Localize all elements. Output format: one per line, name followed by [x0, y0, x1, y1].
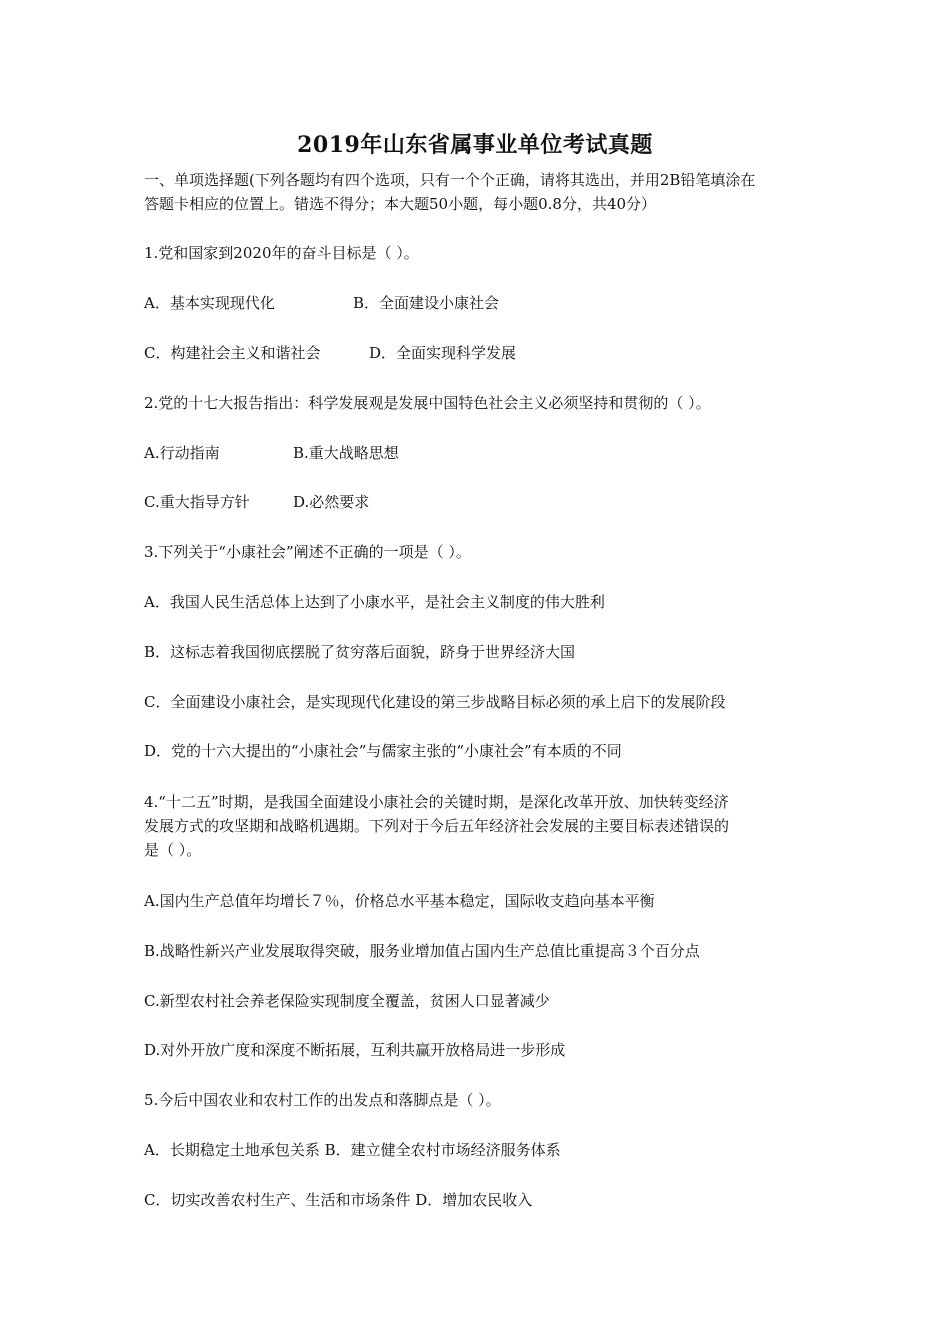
section-header-line-2: 答题卡相应的位置上。错选不得分；本大题50小题，每小题0.8分，共40分） [144, 195, 657, 213]
question-5-stem: 5.今后中国农业和农村工作的出发点和落脚点是（ ）。 [144, 1091, 501, 1109]
question-4-option-b: B.战略性新兴产业发展取得突破，服务业增加值占国内生产总值比重提高３个百分点 [144, 942, 700, 960]
question-1-stem: 1.党和国家到2020年的奋斗目标是（ ）。 [144, 244, 419, 262]
question-3-option-b: B．这标志着我国彻底摆脱了贫穷落后面貌，跻身于世界经济大国 [144, 643, 576, 661]
section-header-line-1: 一、单项选择题(下列各题均有四个选项，只有一个个正确，请将其选出，并用2B铅笔填涂在 [144, 171, 756, 189]
question-3-option-a: A．我国人民生活总体上达到了小康水平，是社会主义制度的伟大胜利 [144, 593, 605, 611]
question-5-options-row-2: C．切实改善农村生产、生活和市场条件 D．增加农民收入 [144, 1191, 533, 1209]
question-2-stem: 2.党的十七大报告指出：科学发展观是发展中国特色社会主义必须坚持和贯彻的（ ）。 [144, 394, 711, 412]
question-2-options-row-2 [144, 490, 824, 514]
question-4-option-c: C.新型农村社会养老保险实现制度全覆盖，贫困人口显著减少 [144, 992, 550, 1010]
question-5-options-row-1: A．长期稳定土地承包关系 B．建立健全农村市场经济服务体系 [144, 1141, 561, 1159]
question-2-option-a: A.行动指南 [144, 444, 220, 462]
question-4-option-d: D.对外开放广度和深度不断拓展，互利共赢开放格局进一步形成 [144, 1041, 566, 1059]
question-1-option-b: B．全面建设小康社会 [353, 294, 500, 312]
question-1-options-row-1 [144, 291, 824, 315]
question-2-options-row-1 [144, 441, 824, 465]
question-3-option-c: C．全面建设小康社会，是实现现代化建设的第三步战略目标必须的承上启下的发展阶段 [144, 693, 726, 711]
question-1-option-c: C．构建社会主义和谐社会 [144, 344, 321, 362]
question-2-option-d: D.必然要求 [293, 493, 370, 511]
question-3-stem: 3.下列关于“小康社会”阐述不正确的一项是（ ）。 [144, 543, 471, 561]
question-4-option-a: A.国内生产总值年均增长７％，价格总水平基本稳定，国际收支趋向基本平衡 [144, 892, 655, 910]
question-4-stem-line-2: 发展方式的攻坚期和战略机遇期。下列对于今后五年经济社会发展的主要目标表述错误的 [144, 817, 730, 835]
question-4-stem-line-1: 4.“十二五”时期，是我国全面建设小康社会的关键时期，是深化改革开放、加快转变经济 [144, 793, 729, 811]
question-1-option-d: D．全面实现科学发展 [369, 344, 517, 362]
document-title: 2019年山东省属事业单位考试真题 [297, 132, 653, 158]
question-1-options-row-2 [144, 341, 824, 365]
question-1-option-a: A．基本实现现代化 [144, 294, 275, 312]
question-2-option-b: B.重大战略思想 [293, 444, 399, 462]
question-2-option-c: C.重大指导方针 [144, 493, 250, 511]
question-3-option-d: D．党的十六大提出的“小康社会”与儒家主张的“小康社会”有本质的不同 [144, 742, 622, 760]
question-4-stem-line-3: 是（ ）。 [144, 841, 202, 859]
